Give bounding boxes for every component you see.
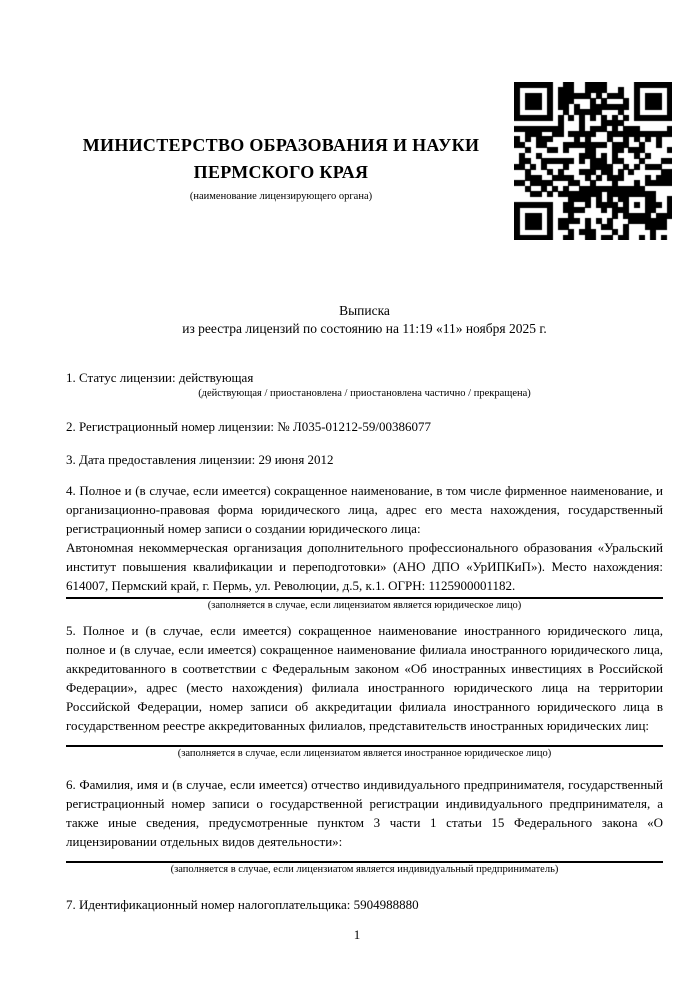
issuing-authority-block [66,82,496,203]
item-1-text: 1. Статус лицензии: действующая [66,370,254,385]
item-6-question: 6. Фамилия, имя и (в случае, если имеется) отчество индивидуального предпринимателя, государственный регистрационный номер записи о государственной регистрации индивидуального предпринимателя, а также иные сведения, предусмотренные пунктом 3 части 1 статьи 15 Федерального закона «О лицензировании отдельных видов деятельности»: [66,777,663,849]
item-6-individual-entrepreneur [66,775,663,877]
item-4-question: 4. Полное и (в случае, если имеется) сокращенное наименование, в том числе фирменное наименование, и организационно-правовая форма юридического лица, адрес его места нахождения, государственный регистрационный номер записи о создании юридического лица: [66,483,663,536]
item-5-question: 5. Полное и (в случае, если имеется) сокращенное наименование иностранного юридического лица, полное и (в случае, если имеется) сокращенное наименование филиала иностранного юридического лица, аккредитованного в соответствии с Федеральным законом «Об иностранных инвестициях в Российской Федерации», адрес (место нахождения) филиала иностранного юридического лица на территории Российской Федерации, номер записи об аккредитации филиала иностранного юридического лица в государственном реестре аккредитованных филиалов, представительств иностранных юридических лиц: [66,623,663,733]
qr-code-icon [514,82,672,240]
item-4-caption: (заполняется в случае, если лицензиатом является юридическое лицо) [207,600,522,611]
item-3-license-date [66,450,663,469]
document-title [66,302,663,338]
issuing-authority-caption: (наименование лицензирующего органа) [189,191,373,202]
ministry-name-line2: ПЕРМСКОГО КРАЯ [193,162,369,182]
item-2-registration-number [66,417,663,436]
document-header [66,82,663,240]
item-4-legal-entity [66,481,663,613]
item-6-caption: (заполняется в случае, если лицензиатом является индивидуальный предприниматель) [170,864,559,875]
item-6-answer-blank [66,851,663,863]
item-1-caption: (действующая / приостановлена / приостановлена частично / прекращена) [198,388,531,399]
item-4-answer: Автономная некоммерческая организация дополнительного профессионального образования «Уральский институт повышения квалификации и переподготовки» (АНО ДПО «УрИПКиП»). Место нахождения: 614007, Пермский край, г. Пермь, ул. Революции, д.5, к.1. ОГРН: 1125900001182. [66,538,663,599]
item-5-answer-blank [66,735,663,747]
item-7-taxpayer-number [66,895,663,914]
document-title-line1: Выписка [339,303,390,318]
ministry-name-line1: МИНИСТЕРСТВО ОБРАЗОВАНИЯ И НАУКИ [82,135,480,155]
item-5-foreign-entity [66,621,663,761]
item-1-license-status [66,368,663,401]
page-number: 1 [353,927,361,942]
item-2-text: 2. Регистрационный номер лицензии: № Л035-01212-59/00386077 [66,419,432,434]
item-3-text: 3. Дата предоставления лицензии: 29 июня 2012 [66,452,334,467]
item-7-text: 7. Идентификационный номер налогоплательщика: 5904988880 [66,897,419,912]
item-5-caption: (заполняется в случае, если лицензиатом является иностранное юридическое лицо) [177,748,552,759]
document-title-line2: из реестра лицензий по состоянию на 11:19 «11» ноября 2025 г. [182,321,547,336]
